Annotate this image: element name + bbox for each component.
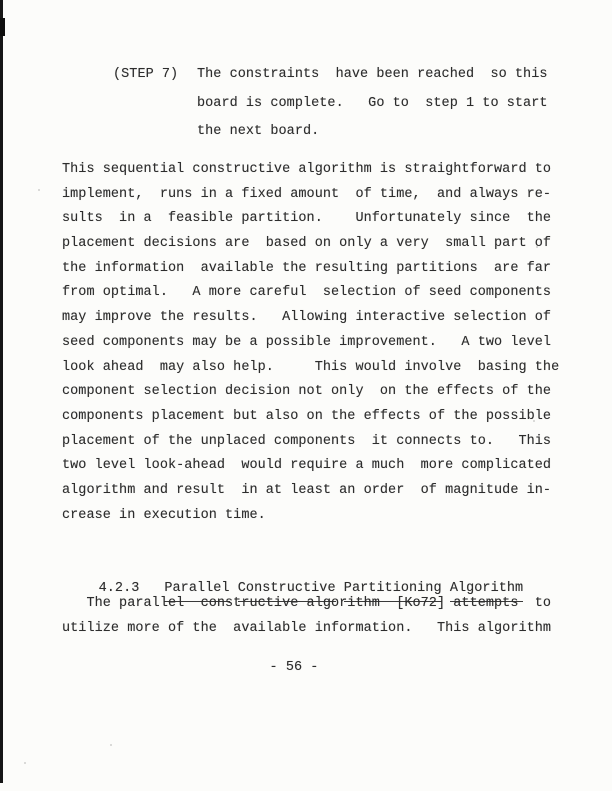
section-number: 4.2.3 [98,581,140,596]
paragraph-line: implement, runs in a fixed amount of time, and always re- [62,186,552,202]
paragraph-line: may improve the results. Allowing interactive selection of [62,310,552,326]
step-line: the next board. [197,124,320,140]
paragraph-line: the information available the resulting partitions are far [62,260,552,276]
step-line: The constraints have been reached so this [197,67,548,82]
page-number: - 56 - [269,660,319,675]
body-paragraph-1 [62,158,559,528]
paragraph-line: components placement but also on the effects of the possible [62,408,552,424]
paragraph-line: placement decisions are based on only a very small part of [62,236,552,252]
paragraph-line: The parallel constructive algorithm [Ko72] attempts to [62,596,552,611]
section-title-word: Constructive [238,578,336,602]
paragraph-line: algorithm and result in at least an order of magnitude in- [62,482,552,498]
paragraph-line: two level look-ahead would require a much more complicated [62,458,552,474]
scan-speck [24,762,26,764]
paragraph-line: This sequential constructive algorithm is straightforward to [62,162,552,177]
paragraph-line: sults in a feasible partition. Unfortunately since the [62,211,552,227]
scan-edge-blob [0,18,5,36]
paragraph-line: component selection decision not only on the effects of the [62,384,552,400]
step-7-block [113,61,548,147]
body-paragraph-2 [62,592,551,641]
scan-speck [536,246,538,248]
scan-speck [317,101,319,103]
step-line: board is complete. Go to step 1 to start [197,95,548,111]
step-label: (STEP 7) [113,67,179,82]
scan-speck [38,189,40,191]
paragraph-line: utilize more of the available information. This algorithm [62,620,552,636]
section-title-word: Algorithm [450,578,523,602]
scan-speck [533,420,535,422]
section-title-word: Parallel [164,578,229,602]
scan-speck [110,744,112,746]
step-text [197,61,548,147]
paragraph-line: look ahead may also help. This would involve basing the [62,359,560,375]
paragraph-line: seed components may be a possible improvement. A two level [62,334,552,350]
paragraph-line: crease in execution time. [62,507,266,523]
paragraph-line: from optimal. A more careful selection of seed components [62,285,552,301]
section-title-word: Partitioning [344,578,442,602]
paragraph-line: placement of the unplaced components it connects to. This [62,433,552,449]
